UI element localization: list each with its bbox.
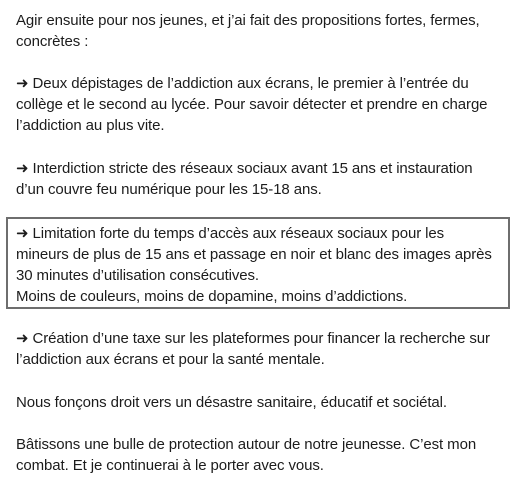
intro-line: Agir ensuite pour nos jeunes, et j’ai fait des propositions fortes, fermes, xyxy=(16,12,480,29)
proposal-line: l’addiction aux écrans et pour la santé mentale. xyxy=(16,351,325,368)
proposal-line: ➜ Limitation forte du temps d’accès aux réseaux sociaux pour les xyxy=(16,225,445,242)
proposal-line: collège et le second au lycée. Pour savoir détecter et prendre en charge xyxy=(16,96,488,113)
proposal-tax xyxy=(16,328,490,370)
closing-line: combat. Et je continuerai à le porter avec vous. xyxy=(16,457,324,474)
proposal-line: ➜ Création d’une taxe sur les plateformes pour financer la recherche sur xyxy=(16,330,490,347)
proposal-line: mineurs de plus de 15 ans et passage en noir et blanc des images après xyxy=(16,246,492,263)
proposal-line: ➜ Interdiction stricte des réseaux sociaux avant 15 ans et instauration xyxy=(16,160,473,177)
proposal-line: l’addiction au plus vite. xyxy=(16,117,165,134)
statement-line: Nous fonçons droit vers un désastre sanitaire, éducatif et sociétal. xyxy=(16,394,447,411)
proposal-limit xyxy=(16,223,492,307)
proposal-line: Moins de couleurs, moins de dopamine, moins d’addictions. xyxy=(16,288,408,305)
intro-paragraph xyxy=(16,10,480,52)
proposal-line: d’un couvre feu numérique pour les 15-18 ans. xyxy=(16,181,322,198)
proposal-line: ➜ Deux dépistages de l’addiction aux écrans, le premier à l’entrée du xyxy=(16,75,469,92)
intro-line: concrètes : xyxy=(16,33,89,50)
closing-paragraph xyxy=(16,434,476,476)
proposal-ban xyxy=(16,158,473,200)
statement-paragraph xyxy=(16,392,447,413)
proposal-line: 30 minutes d’utilisation consécutives. xyxy=(16,267,259,284)
closing-line: Bâtissons une bulle de protection autour de notre jeunesse. C’est mon xyxy=(16,436,477,453)
proposal-screening xyxy=(16,73,487,136)
